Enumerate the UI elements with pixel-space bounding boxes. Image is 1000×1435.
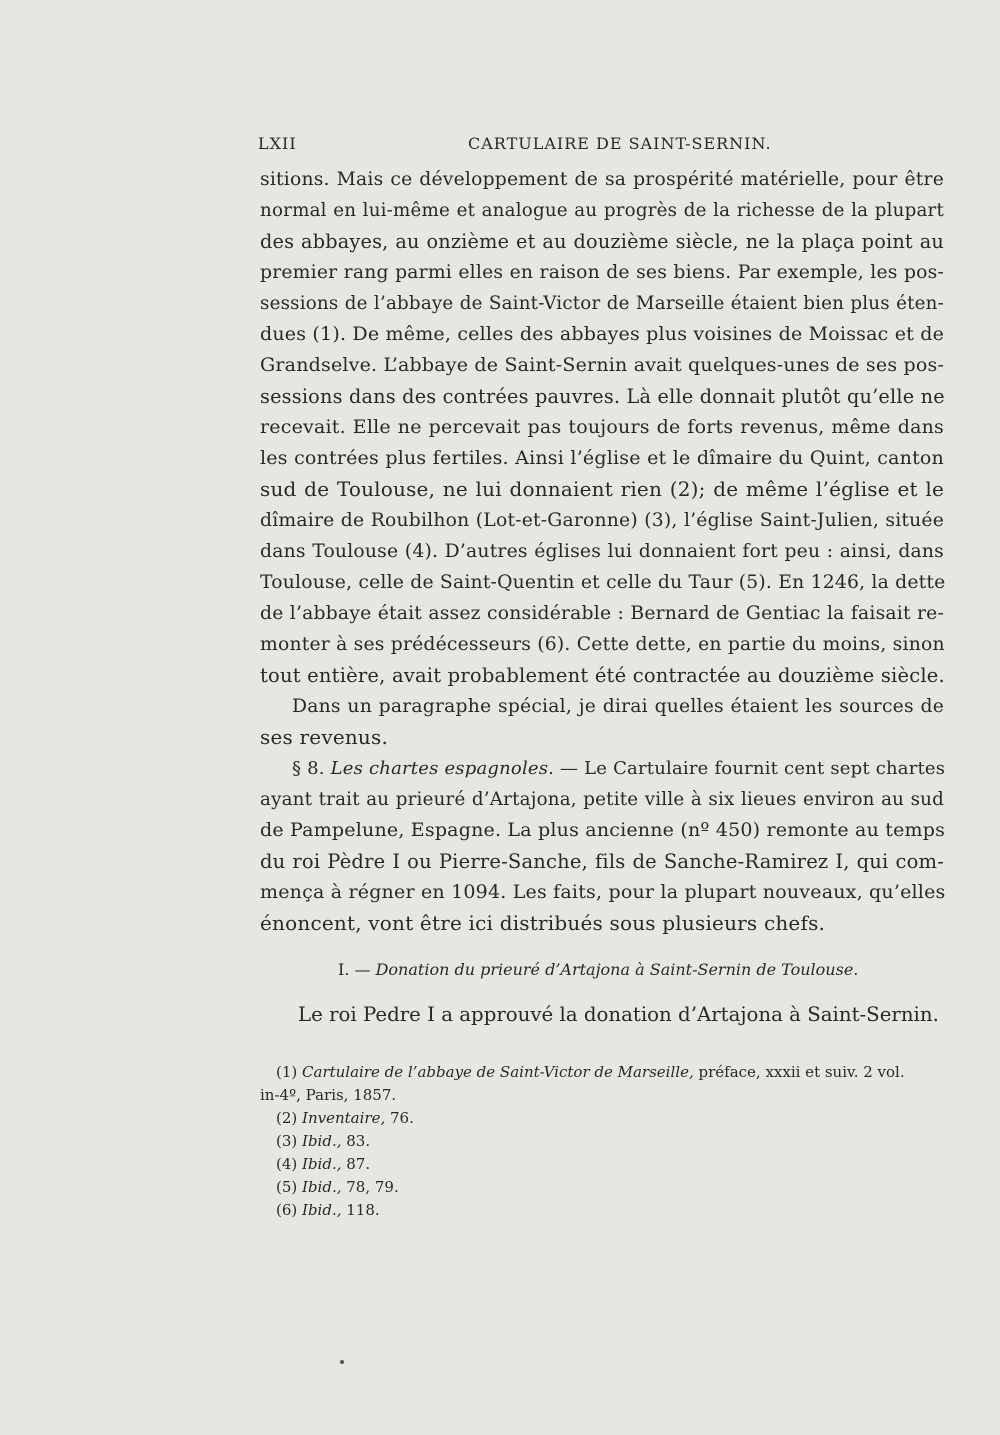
folio-number: LXII	[258, 134, 297, 153]
text-line: normal en lui-même et analogue au progrès de la richesse de la plupart	[260, 200, 944, 221]
text-line: recevait. Elle ne percevait pas toujours de forts revenus, même dans	[260, 416, 944, 438]
subheading-number: I. —	[338, 960, 371, 979]
footnote-text: 76.	[385, 1109, 414, 1127]
text-line: Grandselve. L’abbaye de Saint-Sernin avait quelques-unes de ses pos-	[260, 354, 945, 376]
footnote-mark: (2)	[276, 1109, 298, 1127]
footnote-text: 87.	[341, 1155, 371, 1173]
text-line: Toulouse, celle de Saint-Quentin et celle du Taur (5). En 1246, la dette	[260, 572, 946, 593]
subheading-title: Donation du prieuré d’Artajona à Saint-Sernin de Toulouse.	[375, 960, 859, 979]
text-line: sessions de l’abbaye de Saint-Victor de Marseille étaient bien plus éten-	[260, 293, 944, 314]
footnote	[260, 1130, 944, 1153]
paragraph-3	[260, 753, 944, 939]
section-title: Les chartes espagnoles.	[330, 758, 555, 779]
footnote-italic: Ibid.,	[302, 1201, 342, 1219]
text-line: des abbayes, au onzième et au douzième siècle, ne la plaça point au	[260, 230, 944, 253]
footnote-mark: (5)	[276, 1178, 298, 1196]
footnote-text: 83.	[341, 1132, 371, 1150]
text-line: les contrées plus fertiles. Ainsi l’église et le dîmaire du Quint, canton	[260, 447, 944, 469]
text-line: premier rang parmi elles en raison de ses biens. Par exemple, les pos-	[260, 262, 944, 283]
running-title: CARTULAIRE DE SAINT-SERNIN.	[468, 134, 772, 153]
text-line: sessions dans des contrées pauvres. Là elle donnait plutôt qu’elle ne	[260, 385, 945, 408]
footnote	[260, 1107, 944, 1130]
text-body	[260, 164, 944, 1222]
footnote	[260, 1061, 944, 1084]
text-line: de Pampelune, Espagne. La plus ancienne (nº 450) remonte au temps	[260, 819, 946, 841]
footnote-mark: (1)	[276, 1063, 298, 1081]
footnote-italic: Inventaire,	[302, 1109, 386, 1127]
footnote	[260, 1199, 944, 1222]
footnote-italic: Ibid.,	[302, 1155, 342, 1173]
text-line: sud de Toulouse, ne lui donnaient rien (2); de même l’église et le	[260, 477, 944, 501]
text-line: énoncent, vont être ici distribués sous plusieurs chefs.	[260, 911, 826, 935]
section-mark: § 8.	[292, 758, 325, 779]
footnote-continuation	[260, 1084, 944, 1107]
footnote-italic: Ibid.,	[302, 1132, 342, 1150]
text-fragment: — Le Cartulaire fournit cent sept chartes	[560, 758, 946, 779]
subheading	[260, 955, 944, 985]
ink-speck	[340, 1360, 344, 1364]
footnote-italic: Cartulaire de l’abbaye de Saint-Victor de Marseille,	[302, 1063, 694, 1081]
footnote-text: 118.	[341, 1201, 380, 1219]
text-line: monter à ses prédécesseurs (6). Cette dette, en partie du moins, sinon	[260, 634, 945, 655]
text-line: sitions. Mais ce développement de sa prospérité matérielle, pour être	[260, 169, 944, 190]
text-line: de l’abbaye était assez considérable : Bernard de Gentiac la faisait re-	[260, 603, 944, 624]
footnote-text: in-4º, Paris, 1857.	[260, 1086, 397, 1104]
section-first-line	[260, 753, 944, 784]
footnote-mark: (6)	[276, 1201, 298, 1219]
footnote	[260, 1176, 944, 1199]
text-line: dîmaire de Roubilhon (Lot-et-Garonne) (3), l’église Saint-Julien, située	[260, 510, 944, 531]
page-header	[258, 134, 942, 158]
text-line: du roi Pèdre I ou Pierre-Sanche, fils de Sanche-Ramirez I, qui com-	[260, 850, 944, 873]
footnote-text: 78, 79.	[341, 1178, 399, 1196]
footnote-italic: Ibid.,	[302, 1178, 342, 1196]
footnote	[260, 1153, 944, 1176]
paragraph-1	[260, 164, 944, 691]
text-line: Dans un paragraphe spécial, je dirai quelles étaient les sources de	[292, 696, 944, 717]
large-summary-line: Le roi Pedre I a approuvé la donation d’Artajona à Saint-Sernin.	[298, 1003, 939, 1026]
text-line: mença à régner en 1094. Les faits, pour la plupart nouveaux, qu’elles	[260, 881, 946, 903]
footnote-text: préface, xxxii et suiv. 2 vol.	[693, 1063, 905, 1081]
text-line: tout entière, avait probablement été contractée au douzième siècle.	[260, 664, 945, 687]
text-line: ayant trait au prieuré d’Artajona, petite ville à six lieues environ au sud	[260, 789, 944, 810]
text-line: dans Toulouse (4). D’autres églises lui donnaient fort peu : ainsi, dans	[260, 541, 944, 562]
text-line: ses revenus.	[260, 725, 389, 749]
text-line: dues (1). De même, celles des abbayes plus voisines de Moissac et de	[260, 323, 945, 345]
footnote-mark: (4)	[276, 1155, 298, 1173]
footnotes	[260, 1061, 944, 1222]
paragraph-2	[260, 691, 944, 753]
footnote-mark: (3)	[276, 1132, 298, 1150]
